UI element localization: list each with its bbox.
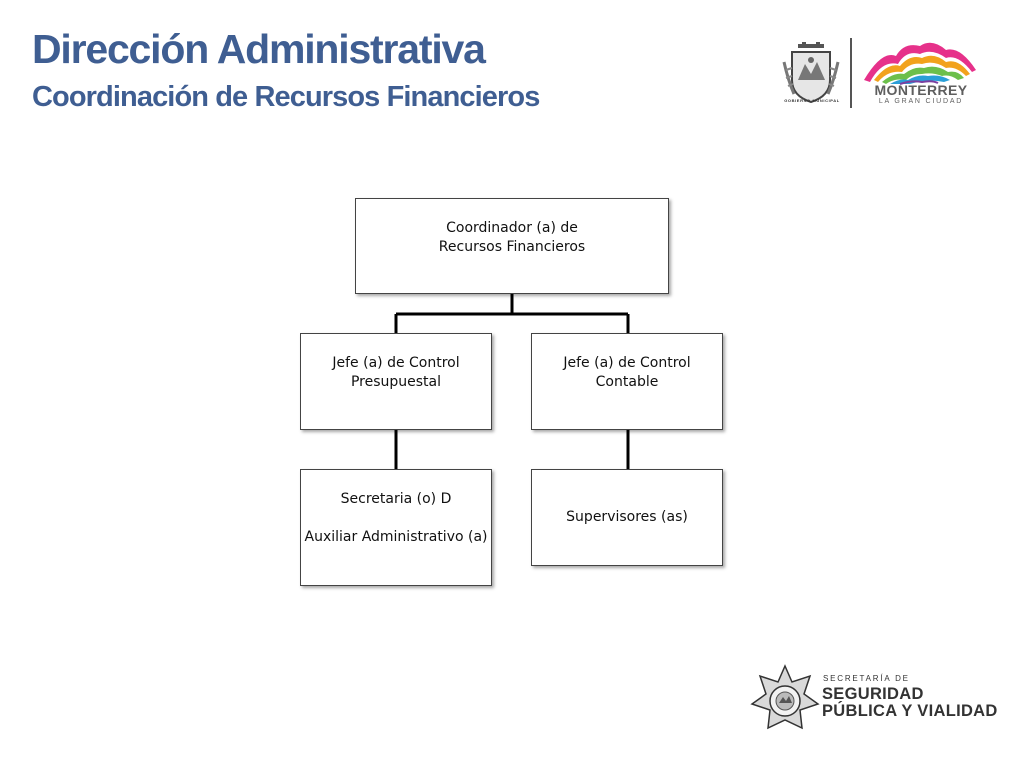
secretaria-label: SECRETARÍA DE [823,674,910,683]
org-box-supervisors [531,469,723,566]
box-spacer [301,509,491,528]
municipal-caption: GOBIERNO MUNICIPAL [784,98,840,103]
budget-chief-line1: Jefe (a) de Control [332,355,460,371]
supervisors-line1: Supervisores (as) [566,509,688,525]
accounting-chief-line2: Contable [595,374,659,390]
coordinator-title-line1: Coordinador (a) de [446,220,578,236]
city-name: MONTERREY [874,82,968,98]
org-box-coordinator [355,198,669,294]
secretaria-name-line1: SEGURIDAD [822,685,924,703]
city-tagline: LA GRAN CIUDAD [878,98,964,105]
org-box-budget-chief [300,333,492,430]
secretaria-name-line2: PÚBLICA Y VIALIDAD [822,702,998,720]
secretary-line1: Secretaria (o) D [340,491,452,507]
page-subtitle: Coordinación de Recursos Financieros [32,81,540,113]
org-box-secretary-auxiliary [300,469,492,586]
budget-chief-line2: Presupuestal [350,374,442,390]
coordinator-title-line2: Recursos Financieros [438,239,586,255]
secretary-line2: Auxiliar Administrativo (a) [304,529,488,545]
police-star-seal-icon [750,664,820,734]
page-title: Dirección Administrativa [32,26,485,72]
org-box-accounting-chief [531,333,723,430]
accounting-chief-line1: Jefe (a) de Control [563,355,691,371]
